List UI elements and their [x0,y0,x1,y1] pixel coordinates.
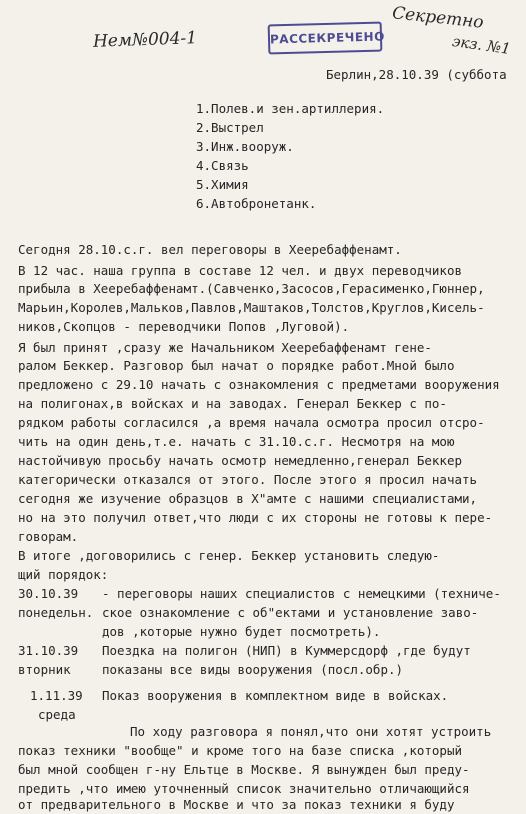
schedule-text: дов ,которые нужно будет посмотреть). [102,624,381,639]
body-line: показ техники "вообще" и кроме того на базе списка ,который [18,743,463,758]
body-line: В 12 час. наша группа в составе 12 чел. и двух переводчиков [18,263,463,278]
body-line: категорически отказался от этого. После этого я просил начать [18,472,478,487]
schedule-text: Поездка на полигон (НИП) в Куммерсдорф ,где будут [102,643,471,658]
body-line: но на это получил ответ,что люди с их стороны не готовы к пере- [18,510,493,525]
place-date: Берлин,28.10.39 (суббота [326,67,507,82]
department-item: 4.Связь [196,158,249,173]
schedule-day: вторник [18,662,71,677]
body-line: от предварительного в Москве и что за показ техники я буду [18,797,455,812]
body-line: Марьин,Королев,Мальков,Павлов,Маштаков,Толстов,Круглов,Кисель- [18,300,485,315]
department-item: 6.Автобронетанк. [196,196,317,211]
department-list [196,99,384,213]
body-line: ников,Скопцов - переводчики Попов ,Луговой). [18,319,350,334]
body-line: прибыла в Хееребаффенамт.(Савченко,Засосов,Герасименко,Гюннер, [18,281,485,296]
schedule-date: 30.10.39 [18,586,79,601]
body-line: сегодня же изучение образцов в Х"амте с нашими специалистами, [18,491,478,506]
schedule-date: 1.11.39 [30,688,83,703]
body-line: предить ,что имею уточненный список значительно отличающийся [18,781,470,796]
body-line: настойчивую просьбу начать осмотр немедленно,генерал Беккер [18,453,463,468]
body-line: говорам. [18,529,79,544]
secrecy-mark: Секретно [391,3,485,33]
body-line: Сегодня 28.10.с.г. вел переговоры в Хееребаффенамт. [18,242,402,257]
department-item: 3.Инж.вооруж. [196,139,294,154]
schedule-text: ское ознакомление с об"ектами и установление заво- [102,605,479,620]
body-line: Я был принят ,сразу же Начальником Хееребаффенамт гене- [18,340,432,355]
schedule-text: - переговоры наших специалистов с немецкими (техниче- [102,586,501,601]
declassified-stamp: РАССЕКРЕЧЕНО [268,22,383,55]
body-line: В итоге ,договорились с генер. Беккер установить следую- [18,548,440,563]
schedule-date: 31.10.39 [18,643,79,658]
schedule-text: показаны все виды вооружения (посл.обр.) [102,662,404,677]
schedule-text: Показ вооружения в комплектном виде в войсках. [102,688,449,703]
schedule-day: среда [38,707,76,722]
body-line: на полигонах,в войсках и на заводах. Генерал Беккер с по- [18,396,447,411]
body-line: ралом Беккер. Разговор был начат о порядке работ.Мной было [18,358,455,373]
body-line: чить на один день,т.е. начать с 31.10.с.г. Несмотря на мою [18,434,455,449]
body-line: рядком работы согласился ,а время начала осмотра просил отсро- [18,415,485,430]
body-line: был мной сообщен г-ну Ельтце в Москве. Я вынужден был преду- [18,762,470,777]
department-item: 1.Полев.и зен.артиллерия. [196,101,385,116]
body-line: По ходу разговора я понял,что они хотят устроить [130,724,492,739]
body-line: щий порядок: [18,567,109,582]
copy-mark: экз. №1 [451,31,512,59]
department-item: 2.Выстрел [196,120,264,135]
department-item: 5.Химия [196,177,249,192]
body-line: предложено с 29.10 начать с ознакомления с предметами вооружения [18,377,500,392]
schedule-day: понедельн. [18,605,94,620]
archive-number: Нем№004-1 [92,28,198,52]
